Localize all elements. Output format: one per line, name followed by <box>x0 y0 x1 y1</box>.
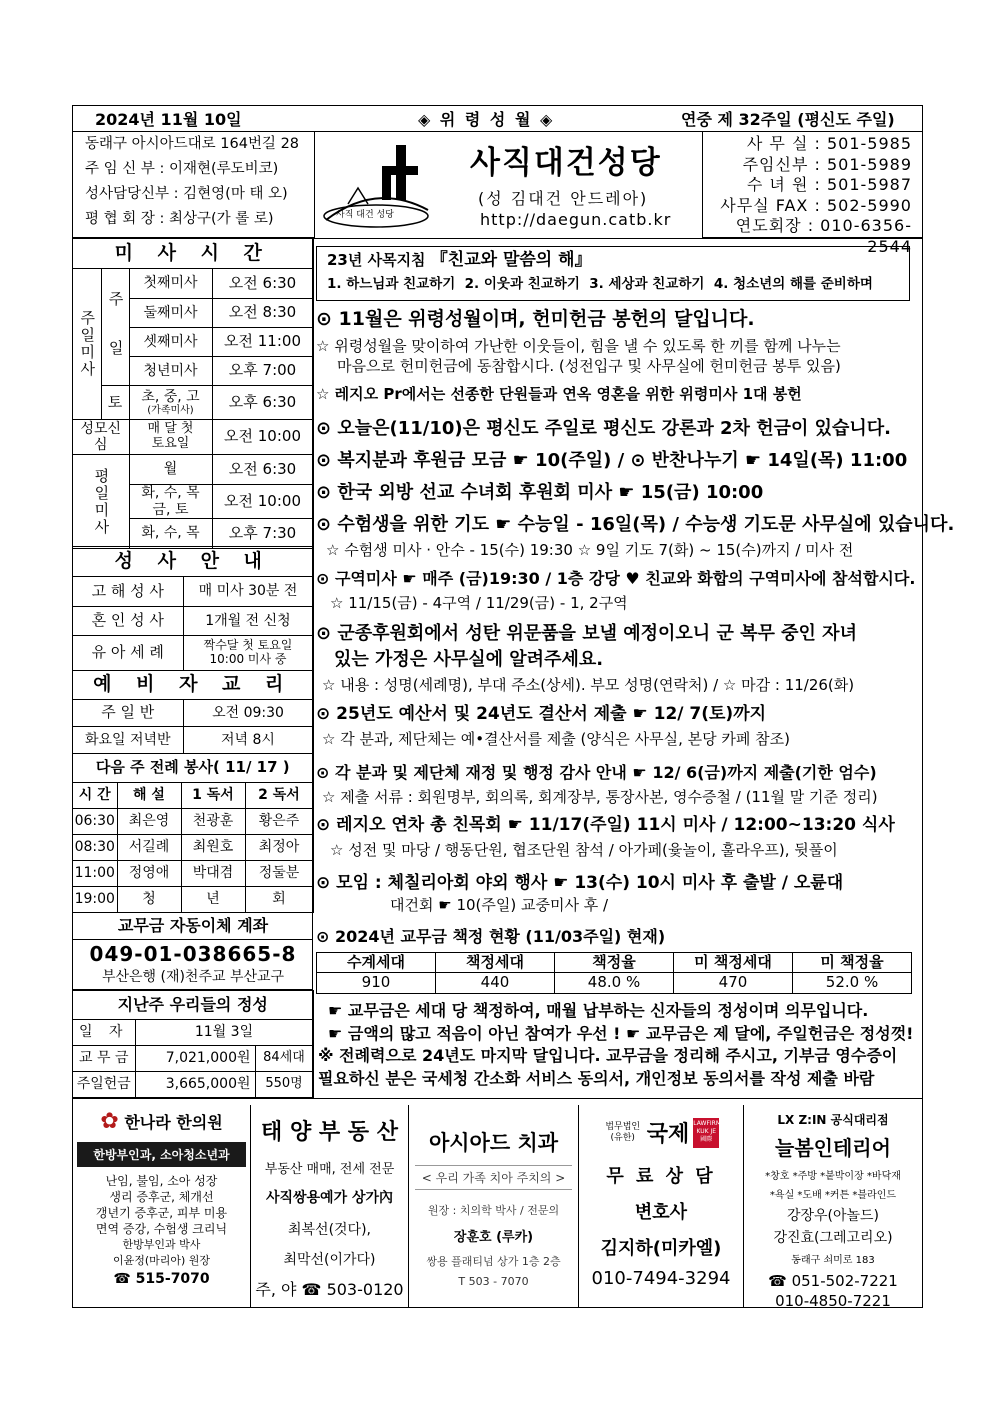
class-time: 저녁 8시 <box>183 727 313 754</box>
news-detail: ☆ 성전 및 마당 / 행동단원, 협조단원 참석 / 아가페(윷놀이, 훌라우프), 뒷풀이 <box>330 841 838 859</box>
pledge-header: 수계세대 <box>317 953 436 973</box>
phone-box <box>702 132 922 256</box>
ministry-cell: 황은주 <box>245 809 313 835</box>
mass-time: 오후 7:00 <box>212 357 313 386</box>
pledge-value: 48.0 % <box>555 973 674 994</box>
clinic-line: 한방부인과 박사 <box>122 1238 201 1251</box>
col-header: 2 독서 <box>245 783 313 809</box>
dental-line: 쌍용 플래티넘 상가 1층 2층 <box>426 1255 561 1268</box>
news-item: ⊙ 각 분과 및 제단체 재정 및 행정 감사 안내 ☛ 12/ 6(금)까지 제출(기한 엄수) <box>316 763 877 782</box>
liturgical-week: 연중 제 32주일 (평신도 주일) <box>681 110 895 129</box>
clinic-line: 면역 증강, 수험생 크리닉 <box>95 1222 228 1236</box>
ministry-cell: 최정아 <box>245 835 313 861</box>
news-item: ⊙ 25년도 예산서 및 24년도 결산서 제출 ☛ 12/ 7(토)까지 <box>316 704 767 724</box>
pastor: 주 임 신 부 : 이재현(루도비코) <box>85 161 279 177</box>
church-patron: (성 김대건 안드레아) <box>478 189 649 208</box>
offering-name: 교 무 금 <box>73 1046 135 1072</box>
mass-time: 오전 6:30 <box>212 455 313 485</box>
sacrament-info <box>73 546 314 671</box>
lawfirm-line: 변호사 <box>634 1202 688 1223</box>
account-bank: 부산은행 (재)천주교 부산교구 <box>101 969 285 985</box>
ministry-cell: 서길례 <box>117 835 181 861</box>
lawfirm-line: 김지하(미카엘) <box>600 1238 722 1259</box>
pledge-value: 910 <box>317 973 436 994</box>
sacrament-name: 유 아 세 례 <box>73 636 183 671</box>
lawfirm-phone: 010-7494-3294 <box>591 1268 731 1289</box>
clinic-title <box>73 1109 250 1134</box>
assistant-priest: 성사담당신부 : 김현영(마 태 오) <box>85 186 288 202</box>
ministry-cell: 청 <box>117 887 181 913</box>
lawfirm-stamp: LAWFIRM KUK JE 國際 <box>693 1118 719 1148</box>
interior-pre: LX Z:IN 공식대리점 <box>777 1113 889 1127</box>
news-item: ⊙ 수험생을 위한 기도 ☛ 수능일 - 16일(목) / 수능생 기도문 사무실에 있습니다. <box>316 514 955 535</box>
mass-time: 오전 6:30 <box>212 269 313 299</box>
dental-line: 원장 : 치의학 박사 / 전문의 <box>427 1204 560 1217</box>
clinic-phone: ☎ 515-7070 <box>113 1271 210 1287</box>
sacrament-desc: 매 미사 30분 전 <box>183 577 313 607</box>
news-detail: ☆ 레지오 Pr에서는 선종한 단원들과 연옥 영혼을 위한 위령미사 1대 봉헌 <box>316 385 802 403</box>
council-president: 평 협 회 장 : 최상구(가 롤 로) <box>85 211 274 227</box>
lawfirm-line: 무 료 상 담 <box>606 1166 716 1187</box>
interior-line: 동래구 쇠미로 183 <box>791 1255 875 1266</box>
sacrament-name: 고 해 성 사 <box>73 577 183 607</box>
mass-name: 첫째미사 <box>129 269 212 299</box>
first-saturday-name: 매 달 첫 토요일 <box>129 420 212 455</box>
account-box <box>73 912 313 990</box>
ministry-cell: 천광훈 <box>181 809 245 835</box>
class-name: 화요일 저녁반 <box>73 727 183 754</box>
news-detail: 마음으로 헌미헌금에 동참합시다. (성전입구 및 사무실에 헌미헌금 봉투 있음) <box>337 357 841 375</box>
mass-name: 화, 수, 목 <box>129 519 212 549</box>
note: 필요하신 분은 국세청 간소화 서비스 동의서, 개인정보 동의서를 작성 제출 바람 <box>318 1069 875 1088</box>
pledge-header: 미 책정세대 <box>674 953 793 973</box>
offering-amount: 3,665,000원 <box>135 1072 255 1098</box>
col-header: 해 설 <box>117 783 181 809</box>
sunday-mass-text: 주일미사 <box>78 310 97 378</box>
ministry-cell: 박대겸 <box>181 861 245 887</box>
sunday-text: 주 일 <box>106 291 125 363</box>
news-item: ⊙ 모임 : 체칠리아회 야외 행사 ☛ 13(수) 10시 미사 후 출발 / 오륜대 <box>316 873 844 893</box>
mass-time: 오후 6:30 <box>212 386 313 420</box>
news-item: ⊙ 구역미사 ☛ 매주 (금)19:30 / 1층 강당 ♥ 친교와 화합의 구역미사에 참석합시다. <box>316 569 916 588</box>
mass-time: 오전 10:00 <box>212 485 313 519</box>
clinic-band: 한방부인과, 소아청소년과 <box>77 1142 246 1167</box>
clinic-lines <box>73 1173 250 1269</box>
dental-tag: < 우리 가족 치아 주치의 > <box>415 1165 572 1190</box>
note: ※ 전례력으로 24년도 마지막 달입니다. 교무금을 정리해 주시고, 기부금 영수증이 <box>318 1046 898 1065</box>
phone-fax: 사무실 FAX : 502-5990 <box>720 195 912 215</box>
clinic-line: 난임, 불임, 소아 성장 <box>105 1174 218 1188</box>
clinic-name: 한나라 한의원 <box>124 1113 223 1132</box>
interior-line: 강장우(아놀드) <box>786 1208 880 1224</box>
pledge-value: 440 <box>436 973 555 994</box>
class-time: 오전 09:30 <box>183 700 313 727</box>
mass-schedule <box>73 238 314 549</box>
news-detail: ☆ 수험생 미사 · 안수 - 15(수) 19:30 ☆ 9일 기도 7(화) ~ 15(수)까지 / 미사 전 <box>326 541 854 559</box>
ads-bar <box>73 1098 922 1099</box>
dental-line: 장훈호 (루카) <box>453 1230 534 1245</box>
mass-name: 월 <box>129 455 212 485</box>
lawfirm-name: 국제 <box>646 1122 690 1147</box>
dental-name: 아시아드 치과 <box>428 1131 559 1155</box>
logo-text: 사직 대건 성당 <box>336 210 394 220</box>
sacrament-desc: 1개월 전 신청 <box>183 607 313 636</box>
motto-title: 『친교와 말씀의 해』 <box>430 250 592 270</box>
mass-time: 오후 7:30 <box>212 519 313 549</box>
offering-amount: 7,021,000원 <box>135 1046 255 1072</box>
mass-name: 청년미사 <box>129 357 212 386</box>
sacrament-name: 혼 인 성 사 <box>73 607 183 636</box>
note: ☛ 교무금은 세대 당 책정하여, 매월 납부하는 신자들의 정성이며 의무입니다. <box>328 1001 869 1020</box>
flower-icon: ✿ <box>100 1109 119 1134</box>
note: ☛ 금액의 많고 적음이 아닌 참여가 우선 ! ☛ 교무금은 제 달에, 주일헌금은 정성껏! <box>328 1024 914 1043</box>
sacrament-title: 성 사 안 내 <box>73 547 313 577</box>
ministry-time: 11:00 <box>73 861 117 887</box>
offering-table <box>73 990 314 1098</box>
phone-convent: 수 녀 원 : 501-5987 <box>746 175 912 194</box>
ministry-time: 08:30 <box>73 835 117 861</box>
phone-office: 사 무 실 : 501-5985 <box>746 134 912 153</box>
news-detail: ☆ 각 분과, 제단체는 예•결산서를 제출 (양식은 사무실, 본당 카페 참조) <box>322 730 790 748</box>
mass-name: 화, 수, 목 금, 토 <box>129 485 212 519</box>
realestate-phone: 주, 야 ☎ 503-0120 <box>255 1280 404 1299</box>
catechumen-title: 예 비 자 교 리 <box>73 671 313 700</box>
news-detail: ☆ 11/15(금) - 4구역 / 11/29(금) - 1, 2구역 <box>330 594 628 612</box>
news-item: 있는 가정은 사무실에 알려주세요. <box>334 649 604 670</box>
pledge-header: 미 책정율 <box>793 953 912 973</box>
offering-count: 84세대 <box>255 1046 313 1072</box>
offering-date: 11월 3일 <box>135 1020 313 1046</box>
motto-prefix: 23년 사목지침 <box>327 251 431 269</box>
realestate-line: 부동산 매매, 전세 전문 <box>264 1162 395 1177</box>
news-detail: ☆ 제출 서류 : 회원명부, 회의록, 회계장부, 통장사본, 영수증철 / (11월 말 기준 정리) <box>322 788 878 806</box>
church-info <box>73 132 315 238</box>
offering-title: 지난주 우리들의 정성 <box>73 991 313 1020</box>
realestate-line: 최복선(것다), <box>288 1222 371 1238</box>
class-name: 주 일 반 <box>73 700 183 727</box>
news-item: ⊙ 복지분과 후원금 모금 ☛ 10(주일) / ⊙ 반찬나누기 ☛ 14일(목) 11:00 <box>316 450 908 471</box>
date-line <box>73 106 922 132</box>
realestate-line: 사직쌍용예가 상가內 <box>265 1190 394 1206</box>
mass-name <box>129 386 212 420</box>
sunday-mass-label <box>73 269 101 420</box>
interior-name: 늘봄인테리어 <box>775 1136 891 1160</box>
mass-time: 오전 8:30 <box>212 299 313 328</box>
ministry-cell: 회 <box>245 887 313 913</box>
church-logo <box>318 142 434 232</box>
first-saturday-time: 오전 10:00 <box>212 420 313 455</box>
saturday-mass-name: 초, 중, 고 <box>141 388 200 405</box>
col-header: 1 독서 <box>181 783 245 809</box>
weekday-mass-text: 평일미사 <box>92 467 111 536</box>
clinic-line: 생리 증후군, 체개선 <box>109 1190 214 1204</box>
ad-lawfirm <box>579 1105 744 1307</box>
news-item: ⊙ 레지오 연차 총 친목회 ☛ 11/17(주일) 11시 미사 / 12:00~13:20 식사 <box>316 815 895 835</box>
ministry-time: 06:30 <box>73 809 117 835</box>
offering-date-label: 일 자 <box>73 1020 135 1046</box>
church-address: 동래구 아시아드대로 164번길 28 <box>85 136 300 152</box>
motto-heading <box>327 247 909 273</box>
phone-pastor: 주임신부 : 501-5989 <box>742 154 912 174</box>
realestate-name: 태 양 부 동 산 <box>261 1120 398 1145</box>
saturday-mass-sub: (가족미사) <box>147 404 194 416</box>
phone-yeondo: 연도회장 : 010-6356-2544 <box>735 216 912 256</box>
ministry-table <box>73 753 314 913</box>
interior-line: *욕실 *도배 *커튼 *블라인드 <box>769 1190 897 1201</box>
ad-realestate <box>251 1105 409 1307</box>
lawfirm-title <box>579 1117 743 1148</box>
news-item: ⊙ 오늘은(11/10)은 평신도 주일로 평신도 강론과 2차 헌금이 있습니다. <box>316 418 892 439</box>
account-title: 교무금 자동이체 계좌 <box>73 912 313 940</box>
mass-name: 셋째미사 <box>129 328 212 357</box>
church-url[interactable]: http://daegun.catb.kr <box>480 210 672 229</box>
church-name: 사직대건성당 <box>470 145 662 181</box>
ministry-cell: 최원호 <box>181 835 245 861</box>
pledge-header: 책정세대 <box>436 953 555 973</box>
issue-date: 2024년 11월 10일 <box>95 110 242 129</box>
first-saturday-label: 성모신심 <box>73 420 129 455</box>
ad-interior <box>744 1105 922 1310</box>
pledge-value: 52.0 % <box>793 973 912 994</box>
pledge-value: 470 <box>674 973 793 994</box>
mass-name: 둘째미사 <box>129 299 212 328</box>
offering-name: 주일헌금 <box>73 1072 135 1098</box>
interior-phone: ☎ 051-502-7221 <box>768 1272 898 1290</box>
ministry-time: 19:00 <box>73 887 117 913</box>
lawfirm-pre: 법무법인(유한) <box>605 1121 641 1143</box>
pledge-table <box>316 952 912 994</box>
news-item: ⊙ 군종후원회에서 성탄 위문품을 보낼 예정이오니 군 복무 중인 자녀 <box>316 623 857 644</box>
season-title: ◈ 위 령 성 월 ◈ <box>418 110 555 129</box>
ministry-cell: 정영애 <box>117 861 181 887</box>
ad-dental <box>409 1105 579 1307</box>
news-item: ⊙ 2024년 교무금 책정 현황 (11/03주일) 현재) <box>316 927 666 946</box>
interior-line: 강진효(그레고리오) <box>773 1230 893 1246</box>
dental-phone: T 503 - 7070 <box>458 1275 529 1288</box>
saturday-label: 토 <box>101 386 129 420</box>
interior-line: *창호 *주방 *붙박이장 *바닥재 <box>765 1171 901 1182</box>
sacrament-desc: 짝수달 첫 토요일 10:00 미사 중 <box>183 636 313 671</box>
motto-box <box>316 246 910 301</box>
ministry-cell: 정둘분 <box>245 861 313 887</box>
col-header: 시 간 <box>73 783 117 809</box>
account-number: 049-01-038665-8 <box>89 942 297 966</box>
ministry-cell: 년 <box>181 887 245 913</box>
mass-title: 미 사 시 간 <box>73 239 313 269</box>
news-detail: 대건회 ☛ 10(주일) 교중미사 후 / <box>390 896 609 914</box>
pledge-header: 책정율 <box>555 953 674 973</box>
sunday-label <box>101 269 129 386</box>
news-item: ⊙ 한국 외방 선교 수녀회 후원회 미사 ☛ 15(금) 10:00 <box>316 482 764 503</box>
clinic-line: 갱년기 증후군, 피부 미용 <box>95 1206 228 1220</box>
ad-clinic <box>73 1105 251 1307</box>
realestate-line: 최막선(이가다) <box>283 1252 376 1268</box>
news-detail: ☆ 내용 : 성명(세례명), 부대 주소(상세). 부모 성명(연락처) / ☆ 마감 : 11/26(화) <box>322 676 855 694</box>
interior-phone: 010-4850-7221 <box>775 1292 891 1310</box>
clinic-line: 이윤정(마리아) 원장 <box>112 1254 211 1267</box>
motto-items: 1. 하느님과 친교하기 2. 이웃과 친교하기 3. 세상과 친교하기 4. 청소년의 해를 준비하며 <box>327 276 873 292</box>
catechumen-class <box>73 670 314 754</box>
weekday-mass-label <box>73 455 129 549</box>
ministry-title: 다음 주 전례 봉사( 11/ 17 ) <box>73 754 313 783</box>
news-item: ⊙ 11월은 위령성월이며, 헌미헌금 봉헌의 달입니다. <box>316 308 755 330</box>
offering-count: 550명 <box>255 1072 313 1098</box>
news-detail: ☆ 위령성월을 맞이하여 가난한 이웃들이, 힘을 낼 수 있도록 한 끼를 함께 나누는 <box>316 337 841 355</box>
mass-time: 오전 11:00 <box>212 328 313 357</box>
ministry-cell: 최은영 <box>117 809 181 835</box>
